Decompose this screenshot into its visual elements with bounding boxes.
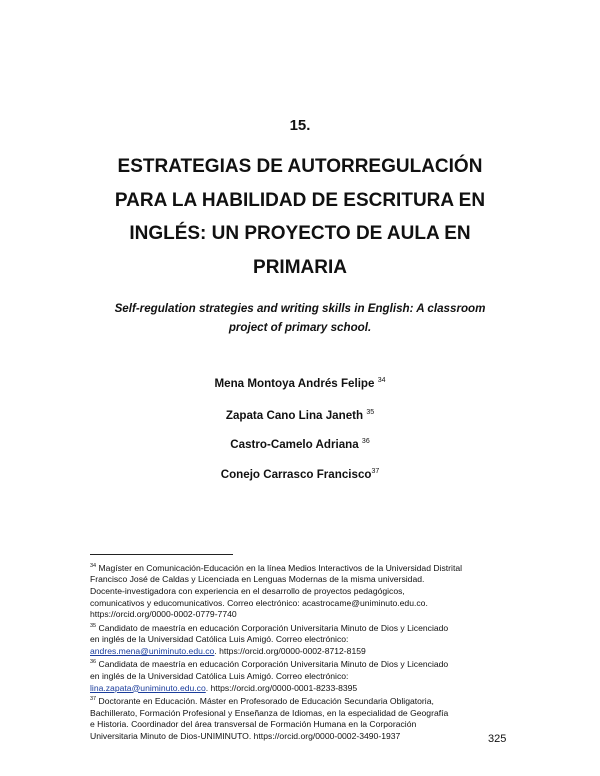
author-name: Castro-Camelo Adriana xyxy=(230,438,359,451)
footnote-line: e Historia. Coordinador del área transversal de Formación Humana en la Corporación xyxy=(90,719,417,730)
footnote-line: https://orcid.org/0000-0002-0779-7740 xyxy=(90,609,237,620)
author-footnote-ref[interactable]: 34 xyxy=(377,377,386,385)
footnote-35 xyxy=(90,621,508,658)
author-name: Conejo Carrasco Francisco xyxy=(220,468,372,481)
email-link[interactable]: lina.zapata@uniminuto.edu.co xyxy=(90,682,206,693)
author-2 xyxy=(0,409,600,422)
author-name: Mena Montoya Andrés Felipe xyxy=(214,377,375,390)
footnotes xyxy=(90,561,508,742)
title-line: INGLÉS: UN PROYECTO DE AULA EN xyxy=(129,223,471,244)
chapter-title xyxy=(80,150,520,284)
title-line: PRIMARIA xyxy=(253,256,347,278)
author-3 xyxy=(0,438,600,451)
orcid-text: . https://orcid.org/0000-0002-8712-8159 xyxy=(214,645,366,656)
title-line: PARA LA HABILIDAD DE ESCRITURA EN xyxy=(114,189,486,211)
author-1 xyxy=(0,377,600,390)
footnote-line: Docente-investigadora con experiencia en el desarrollo de proyectos pedagógicos, xyxy=(90,586,405,597)
footnote-separator xyxy=(90,554,233,555)
subtitle-line: Self-regulation strategies and writing skills in English: A classroom xyxy=(114,302,486,315)
footnote-line: Magíster en Comunicación-Educación en la línea Medios Interactivos de la Universidad Distrital xyxy=(98,562,463,573)
footnote-marker: 36 xyxy=(90,659,97,666)
footnote-line: Universitaria Minuto de Dios-UNIMINUTO. https://orcid.org/0000-0002-3490-1937 xyxy=(90,730,401,741)
footnote-line: comunicativos y educomunicativos. Correo electrónico: acastrocame@uniminuto.edu.co. xyxy=(90,597,428,608)
english-subtitle xyxy=(80,299,520,337)
subtitle-line: project of primary school. xyxy=(228,321,372,334)
page-number: 325 xyxy=(488,733,507,745)
orcid-text: . https://orcid.org/0000-0001-8233-8395 xyxy=(205,682,358,693)
footnote-line: Candidata de maestría en educación Corporación Universitaria Minuto de Dios y Licenciado xyxy=(98,659,449,670)
author-footnote-ref[interactable]: 35 xyxy=(366,409,375,417)
chapter-number: 15. xyxy=(289,117,311,134)
author-4 xyxy=(0,468,600,481)
footnote-line: Francisco José de Caldas y Licenciada en Lenguas Modernas de la misma universidad. xyxy=(90,574,425,585)
footnote-36 xyxy=(90,657,508,694)
footnote-34 xyxy=(90,561,508,621)
footnote-line: Doctorante en Educación. Máster en Profesorado de Educación Secundaria Obligatoria, xyxy=(98,695,434,706)
footnote-marker: 37 xyxy=(90,696,97,703)
title-line: ESTRATEGIAS DE AUTORREGULACIÓN xyxy=(117,156,483,177)
author-footnote-ref[interactable]: 36 xyxy=(361,438,370,446)
footnote-line: Candidato de maestría en educación Corporación Universitaria Minuto de Dios y Licenciado xyxy=(98,622,449,633)
author-name: Zapata Cano Lina Janeth xyxy=(225,409,364,422)
footnote-37 xyxy=(90,694,508,742)
footnote-marker: 34 xyxy=(90,563,97,569)
footnote-line: Bachillerato, Formación Profesional y Enseñanza de Idiomas, en la especialidad de Geografía xyxy=(90,707,449,718)
email-link[interactable]: andres.mena@uniminuto.edu.co xyxy=(90,645,215,656)
footnote-line: en inglés de la Universidad Católica Luis Amigó. Correo electrónico: xyxy=(90,634,349,645)
author-footnote-ref[interactable]: 37 xyxy=(371,468,380,476)
footnote-line: en inglés de la Universidad Católica Luis Amigó. Correo electrónico: xyxy=(90,670,349,681)
footnote-marker: 35 xyxy=(90,622,97,629)
